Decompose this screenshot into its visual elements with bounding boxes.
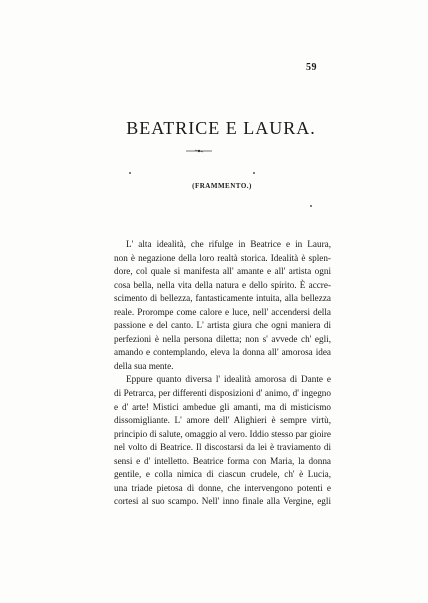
text-line: perfezioni è nella persona diletta; non s' avvede ch' egli, bbox=[114, 333, 331, 344]
text-line: cosa bella, nella vita della natura e dello spirito. È accre- bbox=[114, 279, 331, 290]
paragraph bbox=[114, 373, 331, 508]
text-line: scimento di bellezza, fantasticamente intuita, alla bellezza bbox=[114, 293, 331, 304]
text-line: della sua mente. bbox=[114, 360, 174, 371]
scan-speck bbox=[129, 172, 131, 174]
title-ornament bbox=[184, 148, 214, 154]
text-line: L' alta idealità, che rifulge in Beatrice e in Laura, bbox=[126, 239, 331, 249]
page-subtitle: (FRAMMENTO.) bbox=[192, 182, 252, 190]
text-line: nel volto di Beatrice. Il discostarsi da lei è traviamento di bbox=[114, 442, 331, 453]
page-number: 59 bbox=[306, 62, 317, 73]
scan-speck bbox=[310, 205, 312, 207]
text-line: di Petrarca, per differenti disposizioni d' animo, d' ingegno bbox=[114, 388, 331, 399]
text-line: gentile, e colla nimica di ciascun crudele, ch' è Lucia, bbox=[114, 469, 331, 480]
text-line: e d' arte! Mistici ambedue gli amanti, ma di misticismo bbox=[114, 401, 331, 412]
text-line: reale. Prorompe come calore e luce, nell' accendersi della bbox=[114, 306, 331, 317]
text-line: dore, col quale si manifesta all' amante e all' artista ogni bbox=[114, 266, 331, 277]
page-title: BEATRICE E LAURA. bbox=[126, 118, 316, 138]
text-line: Eppure quanto diversa l' idealità amorosa di Dante e bbox=[126, 374, 331, 385]
text-line: non è negazione della loro realtà storica. Idealità è splen- bbox=[114, 252, 331, 263]
paragraph bbox=[114, 238, 331, 373]
text-line: amando e contemplando, eleva la donna all' amorosa idea bbox=[114, 347, 331, 358]
text-line: passione e del canto. L' artista giura che ogni maniera di bbox=[114, 320, 331, 331]
text-line: una triade pietosa di donne, che intervengono potenti e bbox=[114, 482, 331, 493]
text-line: cortesi al suo scampo. Nell' inno finale alla Vergine, egli bbox=[114, 496, 331, 507]
scan-speck bbox=[253, 172, 255, 174]
text-line: dissomigliante. L' amore dell' Alighieri è sempre virtù, bbox=[114, 415, 331, 426]
body-text bbox=[114, 238, 331, 509]
text-line: principio di salute, omaggio al vero. Iddio stesso par gioire bbox=[114, 428, 331, 439]
text-line: sensi e d' intelletto. Beatrice forma con Maria, la donna bbox=[114, 455, 331, 466]
